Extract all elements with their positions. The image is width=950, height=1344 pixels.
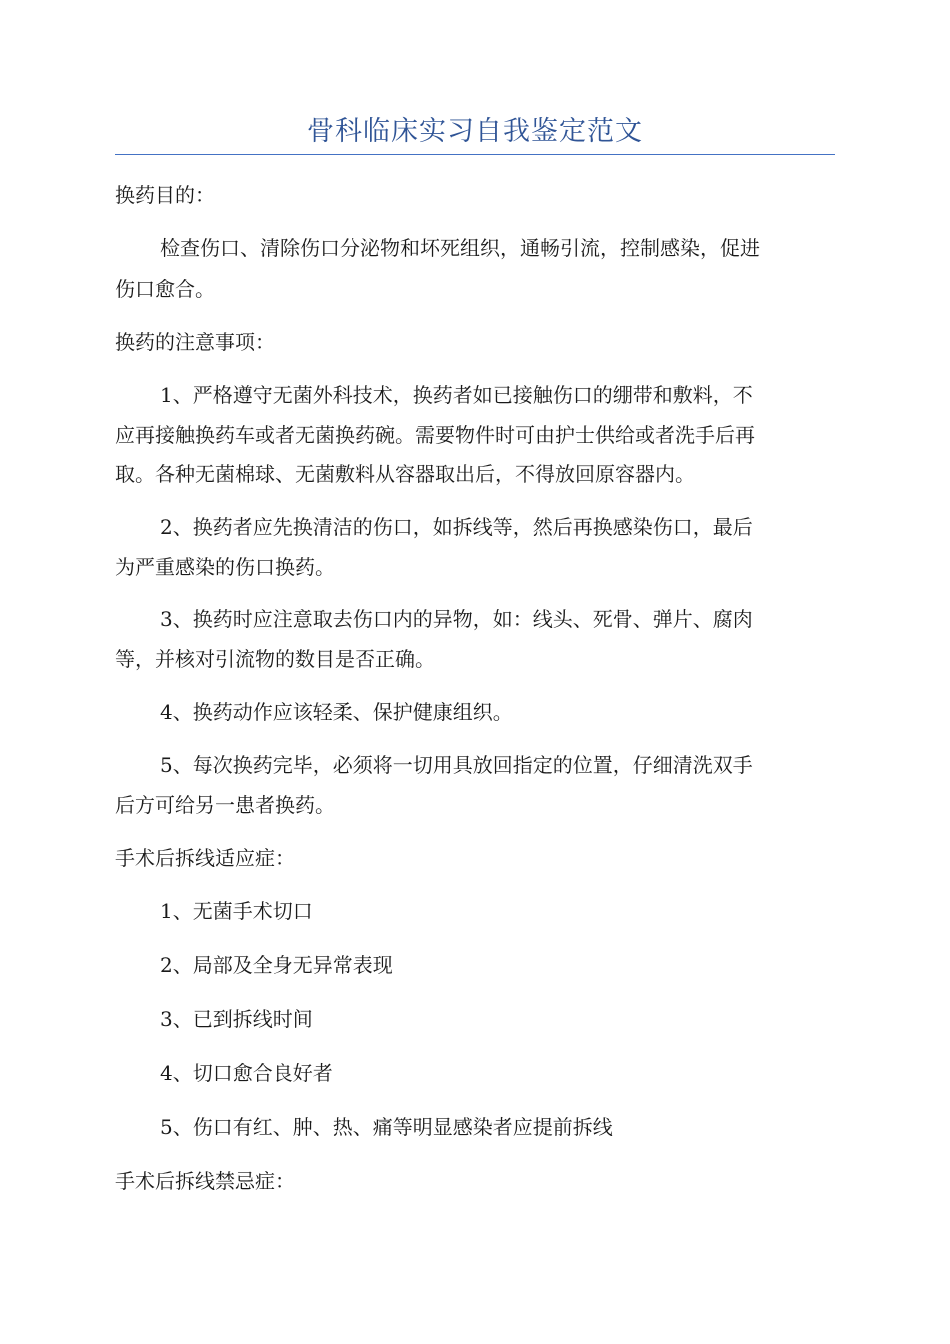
list-item-line: 5、伤口有红、肿、热、痛等明显感染者应提前拆线 xyxy=(160,1115,613,1139)
list-item-line: 1、无菌手术切口 xyxy=(160,899,313,923)
list-item-line: 5、每次换药完毕，必须将一切用具放回指定的位置，仔细清洗双手 xyxy=(160,753,753,777)
list-item-line: 应再接触换药车或者无菌换药碗。需要物件时可由护士供给或者洗手后再 xyxy=(115,423,755,447)
list-item-line: 后方可给另一患者换药。 xyxy=(115,793,335,817)
section-heading-notes: 换药的注意事项： xyxy=(115,330,275,354)
section-heading-indications: 手术后拆线适应症： xyxy=(115,846,295,870)
title-underline xyxy=(115,154,835,155)
paragraph-line: 伤口愈合。 xyxy=(115,277,215,301)
list-item-line: 等，并核对引流物的数目是否正确。 xyxy=(115,647,435,671)
list-item-line: 4、换药动作应该轻柔、保护健康组织。 xyxy=(160,700,513,724)
list-item-line: 2、局部及全身无异常表现 xyxy=(160,953,393,977)
list-item-line: 为严重感染的伤口换药。 xyxy=(115,555,335,579)
section-heading-contraindications: 手术后拆线禁忌症： xyxy=(115,1169,295,1193)
list-item-line: 1、严格遵守无菌外科技术，换药者如已接触伤口的绷带和敷料，不 xyxy=(160,383,753,407)
list-item-line: 3、已到拆线时间 xyxy=(160,1007,313,1031)
list-item-line: 取。各种无菌棉球、无菌敷料从容器取出后，不得放回原容器内。 xyxy=(115,462,695,486)
section-heading-purpose: 换药目的： xyxy=(115,183,215,207)
document-title: 骨科临床实习自我鉴定范文 xyxy=(307,116,643,147)
list-item-line: 2、换药者应先换清洁的伤口，如拆线等，然后再换感染伤口，最后 xyxy=(160,515,753,539)
paragraph-line: 检查伤口、清除伤口分泌物和坏死组织，通畅引流，控制感染，促进 xyxy=(160,236,760,260)
list-item-line: 3、换药时应注意取去伤口内的异物，如：线头、死骨、弹片、腐肉 xyxy=(160,607,753,631)
list-item-line: 4、切口愈合良好者 xyxy=(160,1061,333,1085)
